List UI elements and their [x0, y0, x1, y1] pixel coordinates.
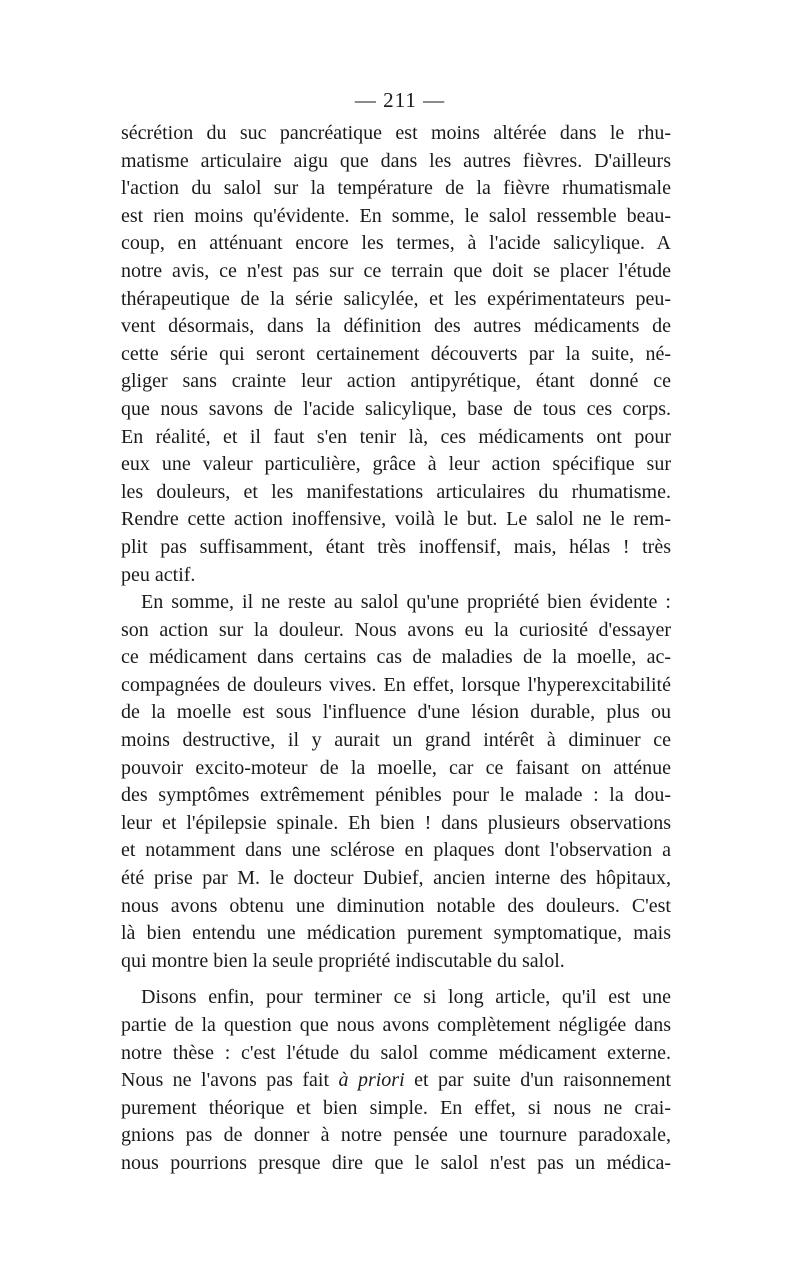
text-line: leur et l'épilepsie spinale. Eh bien ! dans plusieurs observations — [121, 811, 671, 834]
text-line: nous avons obtenu une diminution notable des douleurs. C'est — [121, 894, 671, 917]
text-line: son action sur la douleur. Nous avons eu la curiosité d'essayer — [121, 618, 671, 641]
paragraph — [121, 589, 671, 975]
text-line: des symptômes extrêmement pénibles pour le malade : la dou- — [121, 784, 671, 807]
text-line: et notamment dans une sclérose en plaques dont l'observation a — [121, 839, 671, 862]
text-line: vent désormais, dans la définition des autres médicaments de — [121, 315, 671, 338]
text-line: plit pas suffisamment, étant très inoffensif, mais, hélas ! très — [121, 535, 671, 558]
text-line: matisme articulaire aigu que dans les autres fièvres. D'ailleurs — [121, 149, 671, 172]
text-line: compagnées de douleurs vives. En effet, lorsque l'hyperexcitabilité — [121, 673, 671, 696]
text-line: l'action du salol sur la température de la fièvre rhumatismale — [121, 177, 671, 200]
text-line: thérapeutique de la série salicylée, et les expérimentateurs peu- — [121, 287, 671, 310]
text-line: purement théorique et bien simple. En effet, si nous ne crai- — [121, 1096, 671, 1119]
text-line: Disons enfin, pour terminer ce si long article, qu'il est une — [141, 986, 671, 1009]
text-line: ce médicament dans certains cas de maladies de la moelle, ac- — [121, 646, 671, 669]
text-line: qui montre bien la seule propriété indiscutable du salol. — [121, 949, 565, 972]
text-line: En somme, il ne reste au salol qu'une propriété bien évidente : — [141, 591, 671, 614]
text-line: En réalité, et il faut s'en tenir là, ces médicaments ont pour — [121, 425, 671, 448]
text-line: moins destructive, il y aurait un grand intérêt à diminuer ce — [121, 729, 671, 752]
text-line: coup, en atténuant encore les termes, à l'acide salicylique. A — [121, 232, 671, 255]
text-line: notre avis, ce n'est pas sur ce terrain que doit se placer l'étude — [121, 259, 671, 282]
paragraph-gap — [121, 975, 671, 984]
text-line: pouvoir excito-moteur de la moelle, car ce faisant on atténue — [121, 756, 671, 779]
text-line: que nous savons de l'acide salicylique, base de tous ces corps. — [121, 397, 671, 420]
text-line: là bien entendu une médication purement symptomatique, mais — [121, 922, 671, 945]
text-line: notre thèse : c'est l'étude du salol comme médicament externe. — [121, 1041, 671, 1064]
text-line: sécrétion du suc pancréatique est moins altérée dans le rhu- — [121, 122, 671, 144]
text-line: les douleurs, et les manifestations articulaires du rhumatisme. — [121, 480, 671, 503]
paragraph — [121, 120, 671, 589]
paragraph — [121, 984, 671, 1177]
text-line: cette série qui seront certainement découverts par la suite, né- — [121, 342, 671, 365]
text-line: peu actif. — [121, 563, 196, 586]
text-line text-line-with-italic: Nous ne l'avons pas fait à priori et par suite d'un raisonnement — [121, 1069, 671, 1092]
text-line: été prise par M. le docteur Dubief, ancien interne des hôpitaux, — [121, 867, 671, 890]
text-line: est rien moins qu'évidente. En somme, le salol ressemble beau- — [121, 204, 671, 227]
text-line: gnions pas de donner à notre pensée une tournure paradoxale, — [121, 1124, 671, 1147]
body-text — [121, 120, 671, 1178]
text-line: eux une valeur particulière, grâce à leur action spécifique sur — [121, 453, 671, 476]
italic-phrase: à priori — [338, 1069, 405, 1092]
text-line: partie de la question que nous avons complètement négligée dans — [121, 1014, 671, 1036]
text-line: de la moelle est sous l'influence d'une lésion durable, plus ou — [121, 701, 671, 724]
page-number: — 211 — — [354, 88, 446, 112]
text-line: Rendre cette action inoffensive, voilà le but. Le salol ne le rem- — [121, 508, 671, 531]
text-line: nous pourrions presque dire que le salol n'est pas un médica- — [121, 1151, 671, 1174]
text-line: gliger sans crainte leur action antipyrétique, étant donné ce — [121, 370, 671, 393]
